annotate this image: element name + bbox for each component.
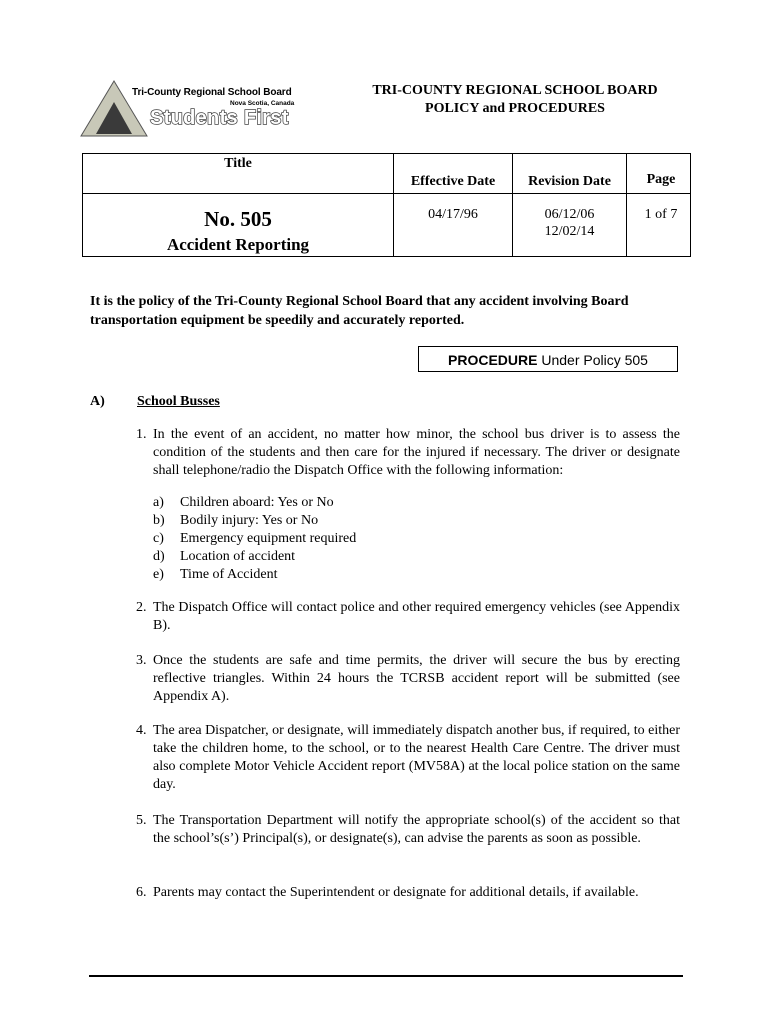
list-item-number: 1. <box>136 427 147 442</box>
header-line-1: TRI-COUNTY REGIONAL SCHOOL BOARD <box>372 83 658 98</box>
list-item <box>136 812 680 848</box>
sub-item-text: Emergency equipment required <box>180 531 357 546</box>
list-item-number: 3. <box>136 653 147 668</box>
sub-item-text: Children aboard: Yes or No <box>180 495 334 510</box>
sub-item <box>153 530 356 548</box>
logo-org-name: Tri-County Regional School Board <box>132 87 292 98</box>
board-logo <box>80 78 295 140</box>
sub-item-text: Bodily injury: Yes or No <box>180 513 319 528</box>
header-line-2: POLICY and PROCEDURES <box>425 101 605 116</box>
list-item-text: The Transportation Department will notify the appropriate school(s) of the accident so that the school’s(s’) Principal(s), or designate(s), can advise the parents as soon as possible. <box>153 813 680 846</box>
policy-table <box>82 153 691 257</box>
policy-title: Accident Reporting <box>166 235 310 254</box>
list-item-number: 5. <box>136 813 147 828</box>
procedure-subtitle: Under Policy 505 <box>537 352 648 368</box>
list-item <box>136 722 680 794</box>
page-value: 1 of 7 <box>644 207 678 222</box>
list-item-text: The area Dispatcher, or designate, will immediately dispatch another bus, if required, to either take the children home, to the school, or to the nearest Health Care Centre. The driver must also complete Motor Vehicle Accident report (MV58A) at the local police station on the same day. <box>153 723 680 792</box>
sub-item <box>153 548 295 566</box>
sub-item-letter: d) <box>153 549 165 564</box>
list-item <box>136 884 680 902</box>
list-item-text: Parents may contact the Superintendent or designate for additional details, if available. <box>153 885 639 900</box>
sub-item-letter: e) <box>153 567 164 582</box>
policy-statement: It is the policy of the Tri-County Regional School Board that any accident involving Board transportation equipment be speedily and accurately reported. <box>90 294 629 328</box>
sub-item <box>153 512 318 530</box>
policy-number: No. 505 <box>204 207 272 231</box>
effective-date-value: 04/17/96 <box>428 207 478 222</box>
sub-item-letter: c) <box>153 531 164 546</box>
list-item-number: 6. <box>136 885 147 900</box>
section-title: School Busses <box>137 394 220 409</box>
page-label: Page <box>646 172 676 187</box>
list-item-number: 2. <box>136 600 147 615</box>
effective-date-label: Effective Date <box>410 174 496 189</box>
title-label: Title <box>224 156 252 171</box>
list-item-number: 4. <box>136 723 147 738</box>
list-item-text: In the event of an accident, no matter how minor, the school bus driver is to assess the condition of the students and then care for the injured if necessary. The driver or designate shall telephone/radio the Dispatch Office with the following information: <box>153 427 680 478</box>
revision-date-1: 06/12/06 <box>544 207 595 222</box>
sub-item-text: Time of Accident <box>180 567 278 582</box>
bottom-divider <box>89 975 683 977</box>
section-letter: A) <box>90 394 105 409</box>
list-item <box>136 652 680 706</box>
procedure-label: PROCEDURE <box>448 352 538 368</box>
list-item-text: The Dispatch Office will contact police and other required emergency vehicles (see Appendix B). <box>153 600 680 633</box>
sub-item-text: Location of accident <box>180 549 296 564</box>
revision-date-2: 12/02/14 <box>544 224 595 239</box>
list-item <box>136 599 680 635</box>
logo-location: Nova Scotia, Canada <box>230 100 295 107</box>
logo-slogan: Students First <box>150 107 289 129</box>
sub-item-letter: a) <box>153 495 164 510</box>
list-item-text: Once the students are safe and time permits, the driver will secure the bus by erecting reflective triangles. Within 24 hours the TCRSB accident report will be submitted (see Appendix A). <box>153 653 680 704</box>
procedure-box <box>418 346 678 372</box>
revision-date-label: Revision Date <box>528 174 611 189</box>
sub-item-letter: b) <box>153 513 165 528</box>
list-item <box>136 426 680 480</box>
sub-item <box>153 566 277 584</box>
sub-item <box>153 494 334 512</box>
